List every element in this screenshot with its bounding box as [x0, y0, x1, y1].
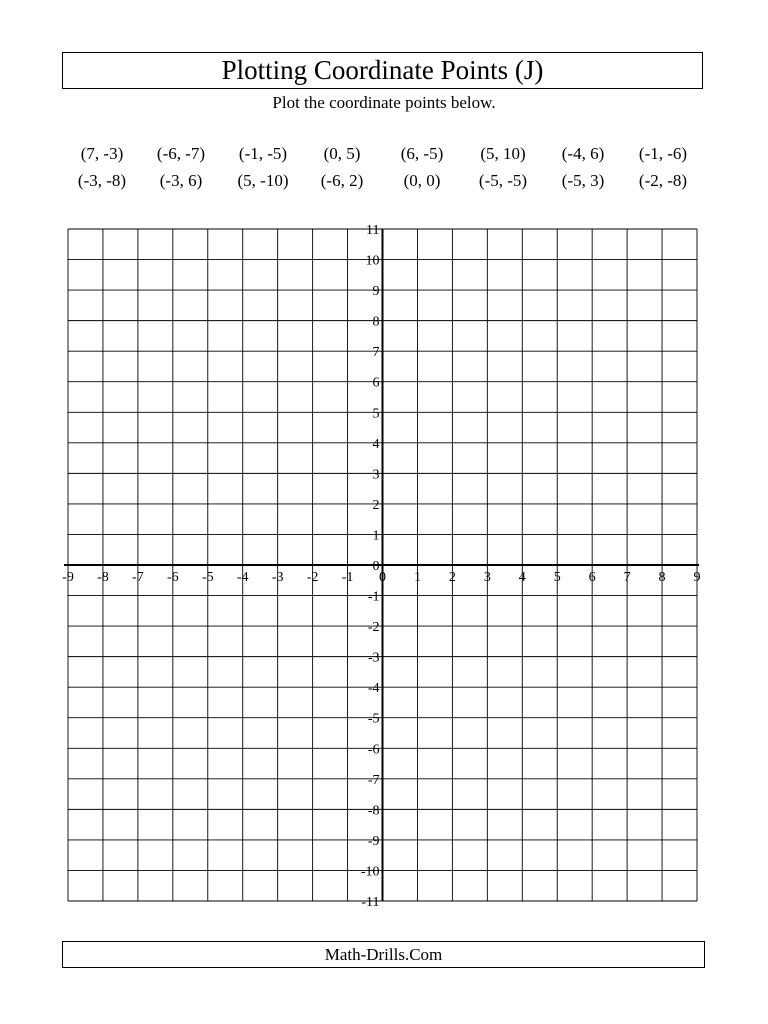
- y-tick-label: -10: [360, 864, 380, 880]
- x-tick-label: 9: [693, 570, 701, 585]
- y-tick-label: 9: [372, 284, 380, 300]
- coordinate-pair: (-6, 2): [320, 171, 364, 190]
- x-tick-label: -2: [306, 570, 319, 585]
- coordinate-pair: (-6, -7): [156, 144, 206, 163]
- coordinate-pair: (-1, -6): [638, 144, 688, 163]
- y-tick-label: -9: [367, 833, 380, 849]
- coordinate-pair: (-3, -8): [77, 171, 127, 190]
- x-tick-label: 8: [658, 570, 666, 585]
- coordinate-pair: (-2, -8): [638, 171, 688, 190]
- y-tick-label: 7: [372, 345, 380, 361]
- coordinate-pair: (-5, 3): [561, 171, 605, 190]
- y-tick-label: 1: [372, 528, 380, 544]
- x-tick-label: 1: [413, 570, 421, 585]
- footer-brand: Math-Drills.Com: [62, 941, 705, 968]
- x-tick-label: -3: [271, 570, 284, 585]
- y-tick-label: -5: [367, 711, 380, 727]
- coordinate-pair: (0, 0): [403, 171, 441, 190]
- x-tick-label: -1: [341, 570, 354, 585]
- y-tick-label: 4: [372, 436, 380, 452]
- y-tick-label: -8: [367, 803, 380, 819]
- x-tick-label: -5: [201, 570, 214, 585]
- y-tick-label: -6: [367, 742, 380, 758]
- x-tick-label: -9: [62, 570, 74, 585]
- x-tick-label: -4: [236, 570, 249, 585]
- coordinate-pair: (-5, -5): [478, 171, 528, 190]
- x-tick-label: 5: [553, 570, 561, 585]
- y-tick-label: 3: [372, 467, 380, 483]
- worksheet-title: Plotting Coordinate Points (J): [62, 52, 703, 89]
- y-tick-label: -7: [367, 772, 380, 788]
- y-tick-label: 11: [366, 223, 380, 238]
- x-tick-label: 2: [448, 570, 456, 585]
- x-tick-label: 7: [623, 570, 631, 585]
- y-tick-label: -11: [361, 895, 380, 910]
- y-tick-label: -3: [367, 650, 380, 666]
- x-tick-label: 3: [483, 570, 491, 585]
- x-tick-label: -6: [166, 570, 179, 585]
- coordinate-pair: (-4, 6): [561, 144, 605, 163]
- x-tick-label: -7: [132, 570, 144, 585]
- coordinate-pair: (0, 5): [323, 144, 361, 163]
- x-tick-label: 6: [588, 570, 596, 585]
- coordinate-pair: (5, 10): [480, 144, 526, 163]
- coordinate-pair: (-1, -5): [238, 144, 288, 163]
- y-tick-label: 6: [372, 375, 380, 391]
- coordinate-pair: (6, -5): [400, 144, 444, 163]
- y-tick-label: -1: [367, 589, 380, 605]
- worksheet-instructions: Plot the coordinate points below.: [272, 93, 496, 112]
- y-tick-label: 2: [372, 497, 380, 513]
- coordinate-pair: (5, -10): [237, 171, 289, 190]
- y-tick-label: -2: [367, 620, 380, 636]
- coordinate-pair: (-3, 6): [159, 171, 203, 190]
- coordinate-pair: (7, -3): [80, 144, 124, 163]
- y-tick-label: 8: [372, 314, 380, 330]
- x-tick-label: 4: [518, 570, 526, 585]
- y-tick-label: -4: [367, 681, 380, 697]
- y-tick-label: 10: [365, 253, 380, 269]
- x-tick-label: -8: [97, 570, 109, 585]
- y-tick-label: 0: [372, 559, 380, 574]
- y-tick-label: 5: [372, 406, 380, 422]
- x-tick-label: 0: [379, 570, 386, 585]
